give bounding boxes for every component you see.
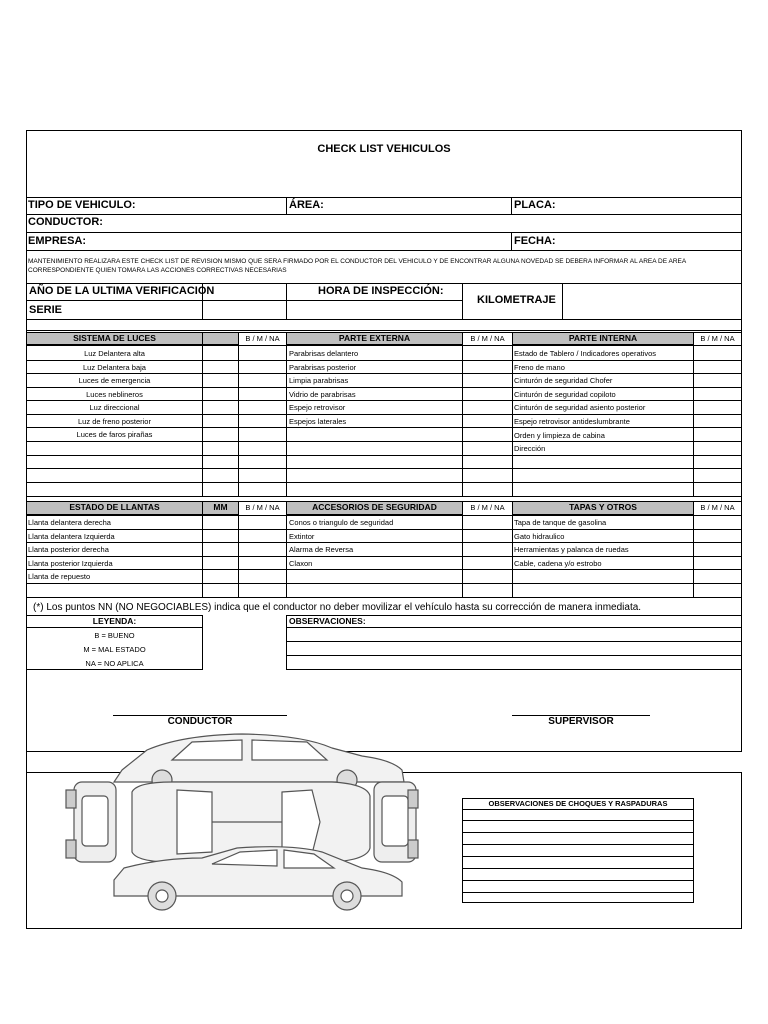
- grid-line: [26, 529, 742, 530]
- grid-line: [26, 441, 742, 442]
- nn-note: (*) Los puntos NN (NO NEGOCIABLES) indica que el conductor no deber movilizar el vehículo hasta su corrección de manera inmediata.: [33, 602, 642, 613]
- line: [26, 597, 742, 598]
- line: [511, 232, 512, 250]
- interna-item: Orden y limpieza de cabina: [514, 431, 605, 440]
- accesorios-bmn-header: B / M / NA: [470, 503, 505, 512]
- grid-line: [462, 501, 463, 597]
- line: [562, 283, 563, 319]
- tipo-vehiculo-label: TIPO DE VEHICULO:: [28, 199, 136, 211]
- interna-item: Cinturón de seguridad asiento posterior: [514, 403, 646, 412]
- fecha-label: FECHA:: [514, 235, 556, 247]
- grid-line: [462, 820, 694, 821]
- kilometraje-label: KILOMETRAJE: [477, 294, 556, 306]
- header-spacer: [202, 332, 239, 345]
- line: [26, 197, 742, 198]
- empresa-label: EMPRESA:: [28, 235, 87, 247]
- grid-line: [26, 496, 742, 497]
- tapas-item: Gato hidraulico: [514, 532, 565, 541]
- choques-header: OBSERVACIONES DE CHOQUES Y RASPADURAS: [488, 799, 668, 808]
- line: [26, 214, 742, 215]
- line: [286, 627, 742, 628]
- llantas-item: Llanta delantera derecha: [28, 518, 111, 527]
- supervisor-signature-label: SUPERVISOR: [548, 716, 614, 727]
- line: [462, 283, 463, 319]
- tapas-item: Cable, cadena y/o estrobo: [514, 559, 602, 568]
- luces-item: Luces de faros pirañas: [76, 430, 153, 439]
- grid-line: [238, 332, 239, 496]
- line: [286, 641, 742, 642]
- line: [26, 300, 462, 301]
- llantas-item: Llanta posterior Izquierda: [28, 559, 113, 568]
- grid-line: [512, 332, 513, 496]
- leyenda-item: B = BUENO: [94, 631, 135, 640]
- line: [511, 197, 512, 214]
- grid-line: [26, 468, 742, 469]
- car-diagram: [62, 730, 422, 928]
- form-title: CHECK LIST VEHICULOS: [317, 143, 451, 155]
- mm-header: MM: [202, 501, 239, 515]
- estado-llantas-header: ESTADO DE LLANTAS: [26, 501, 203, 515]
- hora-inspeccion-label: HORA DE INSPECCIÓN:: [318, 285, 444, 297]
- line: [286, 197, 287, 214]
- grid-line: [512, 501, 513, 597]
- luces-item: Luces de emergencia: [78, 376, 151, 385]
- anio-verificacion-label: AÑO DE LA ULTIMA VERIFICACION: [29, 285, 215, 297]
- grid-line: [462, 844, 694, 845]
- externa-item: Parabrisas posterior: [289, 363, 357, 372]
- line: [26, 250, 742, 251]
- area-label: ÁREA:: [289, 199, 324, 211]
- grid-line: [286, 501, 287, 597]
- accesorios-item: Alarma de Reversa: [289, 545, 354, 554]
- leyenda-item: NA = NO APLICA: [85, 659, 144, 668]
- grid-line: [462, 832, 694, 833]
- line: [26, 627, 203, 628]
- sistema-luces-header: SISTEMA DE LUCES: [26, 332, 203, 345]
- luces-item: Luz de freno posterior: [78, 417, 151, 426]
- line: [286, 283, 287, 319]
- parte-externa-header: PARTE EXTERNA: [286, 332, 463, 345]
- choques-table: [462, 798, 694, 903]
- interna-item: Estado de Tablero / Indicadores operativos: [514, 349, 657, 358]
- tapas-bmn-header: B / M / NA: [700, 503, 735, 512]
- externa-item: Limpia parabrisas: [289, 376, 349, 385]
- grid-line: [26, 583, 742, 584]
- frame-connector-left: [26, 752, 27, 772]
- leyenda-item: M = MAL ESTADO: [83, 645, 146, 654]
- line: [26, 232, 742, 233]
- tapas-item: Herramientas y palanca de ruedas: [514, 545, 629, 554]
- grid-line: [26, 569, 742, 570]
- grid-line: [238, 501, 239, 597]
- externa-item: Espejo retrovisor: [289, 403, 346, 412]
- interna-item: Cinturón de seguridad Chofer: [514, 376, 613, 385]
- grid-line: [462, 332, 463, 496]
- luces-item: Luz Delantera alta: [84, 349, 145, 358]
- grid-line: [26, 542, 742, 543]
- accesorios-item: Conos o triangulo de seguridad: [289, 518, 394, 527]
- accesorios-item: Claxon: [289, 559, 313, 568]
- externa-item: Vidrio de parabrisas: [289, 390, 356, 399]
- line: [26, 283, 742, 284]
- grid-line: [202, 501, 203, 597]
- llantas-item: Llanta posterior derecha: [28, 545, 109, 554]
- llantas-item: Llanta delantera Izquierda: [28, 532, 115, 541]
- serie-label: SERIE: [29, 304, 63, 316]
- grid-line: [462, 892, 694, 893]
- accesorios-item: Extintor: [289, 532, 315, 541]
- accesorios-header: ACCESORIOS DE SEGURIDAD: [286, 501, 463, 515]
- luces-item: Luces neblineros: [86, 390, 143, 399]
- luces-bmn-header: B / M / NA: [245, 334, 280, 343]
- line: [286, 655, 742, 656]
- luces-item: Luz Delantera baja: [83, 363, 146, 372]
- placa-label: PLACA:: [514, 199, 556, 211]
- interna-item: Cinturón de seguridad copiloto: [514, 390, 616, 399]
- grid-line: [693, 332, 694, 496]
- tapas-header: TAPAS Y OTROS: [512, 501, 694, 515]
- grid-line: [693, 501, 694, 597]
- parte-interna-header: PARTE INTERNA: [512, 332, 694, 345]
- interna-item: Dirección: [514, 444, 546, 453]
- grid-line: [26, 482, 742, 483]
- grid-line: [26, 345, 742, 346]
- maintenance-note: MANTENIMIENTO REALIZARA ESTE CHECK LIST DE REVISION MISMO QUE SERA FIRMADO POR EL CONDUCTOR DEL VEHICULO Y DE ENCONTRAR ALGUNA NOVEDAD SE DEBERA INFORMAR AL AREA DE AREA CORRESPONDIENTE QUIEN TOMARA LAS ACCIONES CORRECTIVAS NECESARIAS: [28, 258, 686, 274]
- interna-item: Espejo retrovisor antideslumbrante: [514, 417, 630, 426]
- grid-line: [26, 455, 742, 456]
- luces-item: Luz direccional: [89, 403, 140, 412]
- line: [26, 330, 742, 331]
- externa-bmn-header: B / M / NA: [470, 334, 505, 343]
- grid-line: [462, 856, 694, 857]
- grid-line: [462, 868, 694, 869]
- line: [26, 319, 742, 320]
- leyenda-title: LEYENDA:: [92, 616, 137, 626]
- grid-line: [26, 556, 742, 557]
- conductor-signature-label: CONDUCTOR: [167, 716, 233, 727]
- interna-item: Freno de mano: [514, 363, 565, 372]
- conductor-label: CONDUCTOR:: [28, 216, 103, 228]
- grid-line: [286, 332, 287, 496]
- externa-item: Parabrisas delantero: [289, 349, 359, 358]
- interna-bmn-header: B / M / NA: [700, 334, 735, 343]
- externa-item: Espejos laterales: [289, 417, 347, 426]
- grid-line: [462, 809, 694, 810]
- grid-line: [462, 880, 694, 881]
- llantas-bmn-header: B / M / NA: [245, 503, 280, 512]
- observaciones-label: OBSERVACIONES:: [289, 616, 366, 626]
- tapas-item: Tapa de tanque de gasolina: [514, 518, 607, 527]
- llantas-item: Llanta de repuesto: [28, 572, 91, 581]
